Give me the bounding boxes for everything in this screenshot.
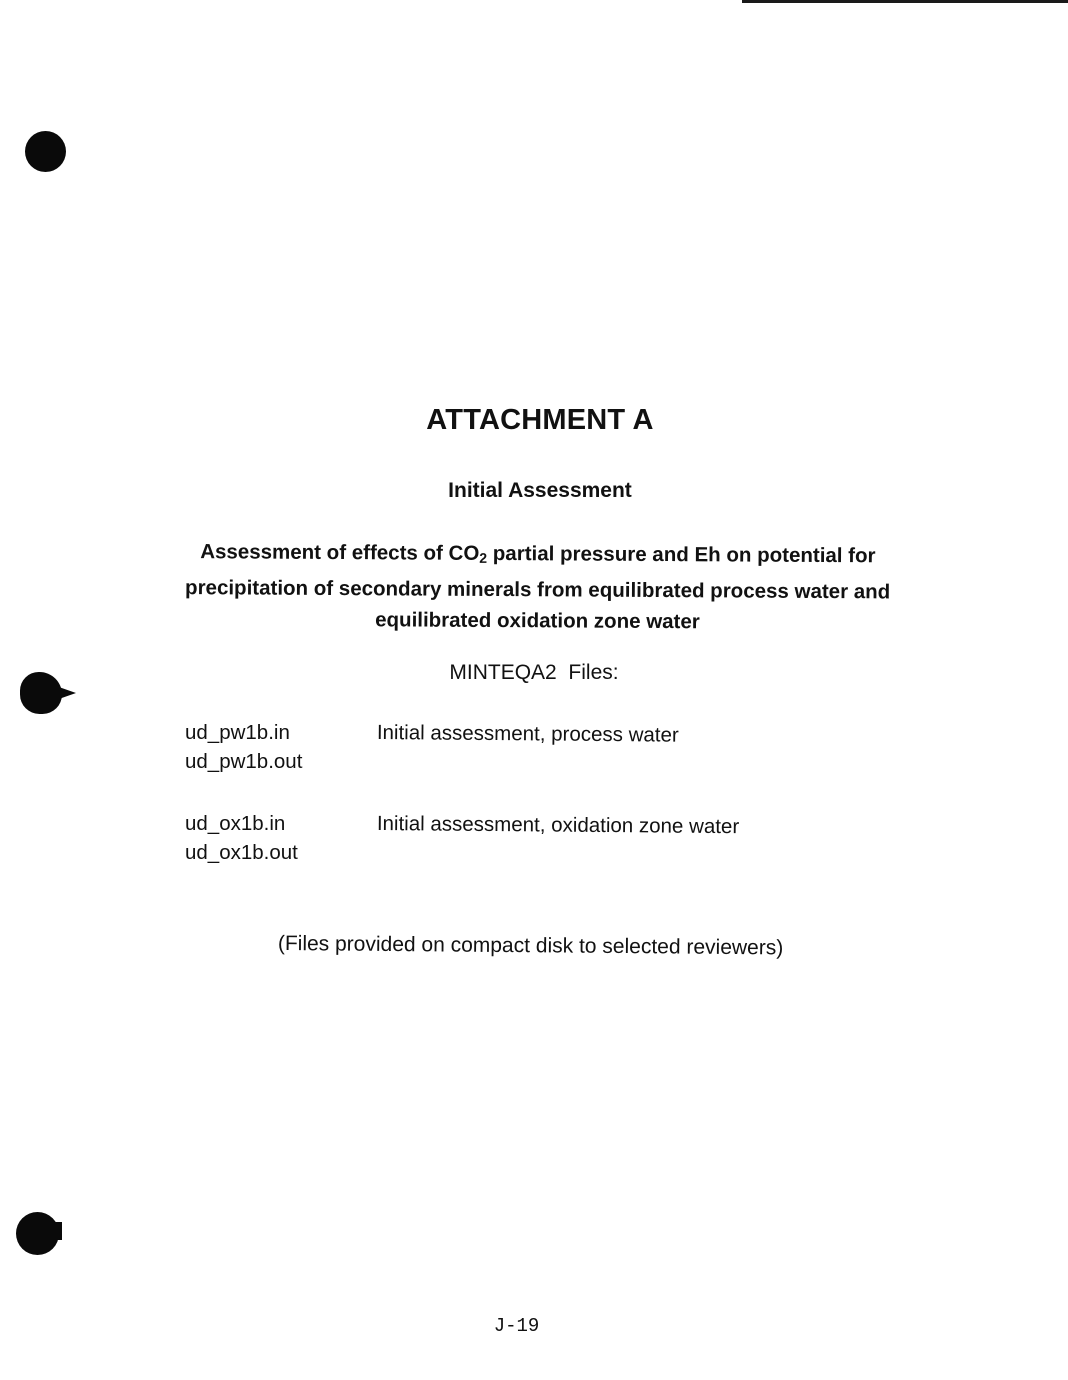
- file-name: ud_pw1b.in: [185, 721, 290, 744]
- file-list: [185, 718, 302, 776]
- punch-hole-middle-tear: [56, 686, 76, 700]
- page-number: J-19: [493, 1315, 540, 1337]
- distribution-note: (Files provided on compact disk to selected reviewers): [277, 932, 784, 960]
- files-heading: MINTEQA2 Files:: [449, 661, 619, 684]
- punch-hole-top: [25, 131, 66, 172]
- file-name: ud_ox1b.out: [185, 841, 298, 864]
- assessment-description: [169, 536, 906, 638]
- file-description: Initial assessment, oxidation zone water: [376, 811, 740, 839]
- file-description: Initial assessment, process water: [376, 720, 679, 747]
- description-part-2: partial pressure and Eh on potential for precipitation of secondary minerals from equilibrated process water and equilibrated oxidation zone water: [185, 541, 891, 634]
- description-part-1: Assessment of effects of CO: [200, 540, 480, 565]
- description-subscript: 2: [479, 549, 488, 566]
- document-title: ATTACHMENT A: [426, 404, 654, 436]
- file-list: [185, 809, 298, 867]
- top-edge-rule: [742, 0, 1068, 3]
- file-name: ud_pw1b.out: [185, 750, 303, 773]
- file-name: ud_ox1b.in: [185, 812, 286, 835]
- punch-hole-bottom-tear: [48, 1222, 62, 1240]
- document-subtitle: Initial Assessment: [448, 479, 632, 502]
